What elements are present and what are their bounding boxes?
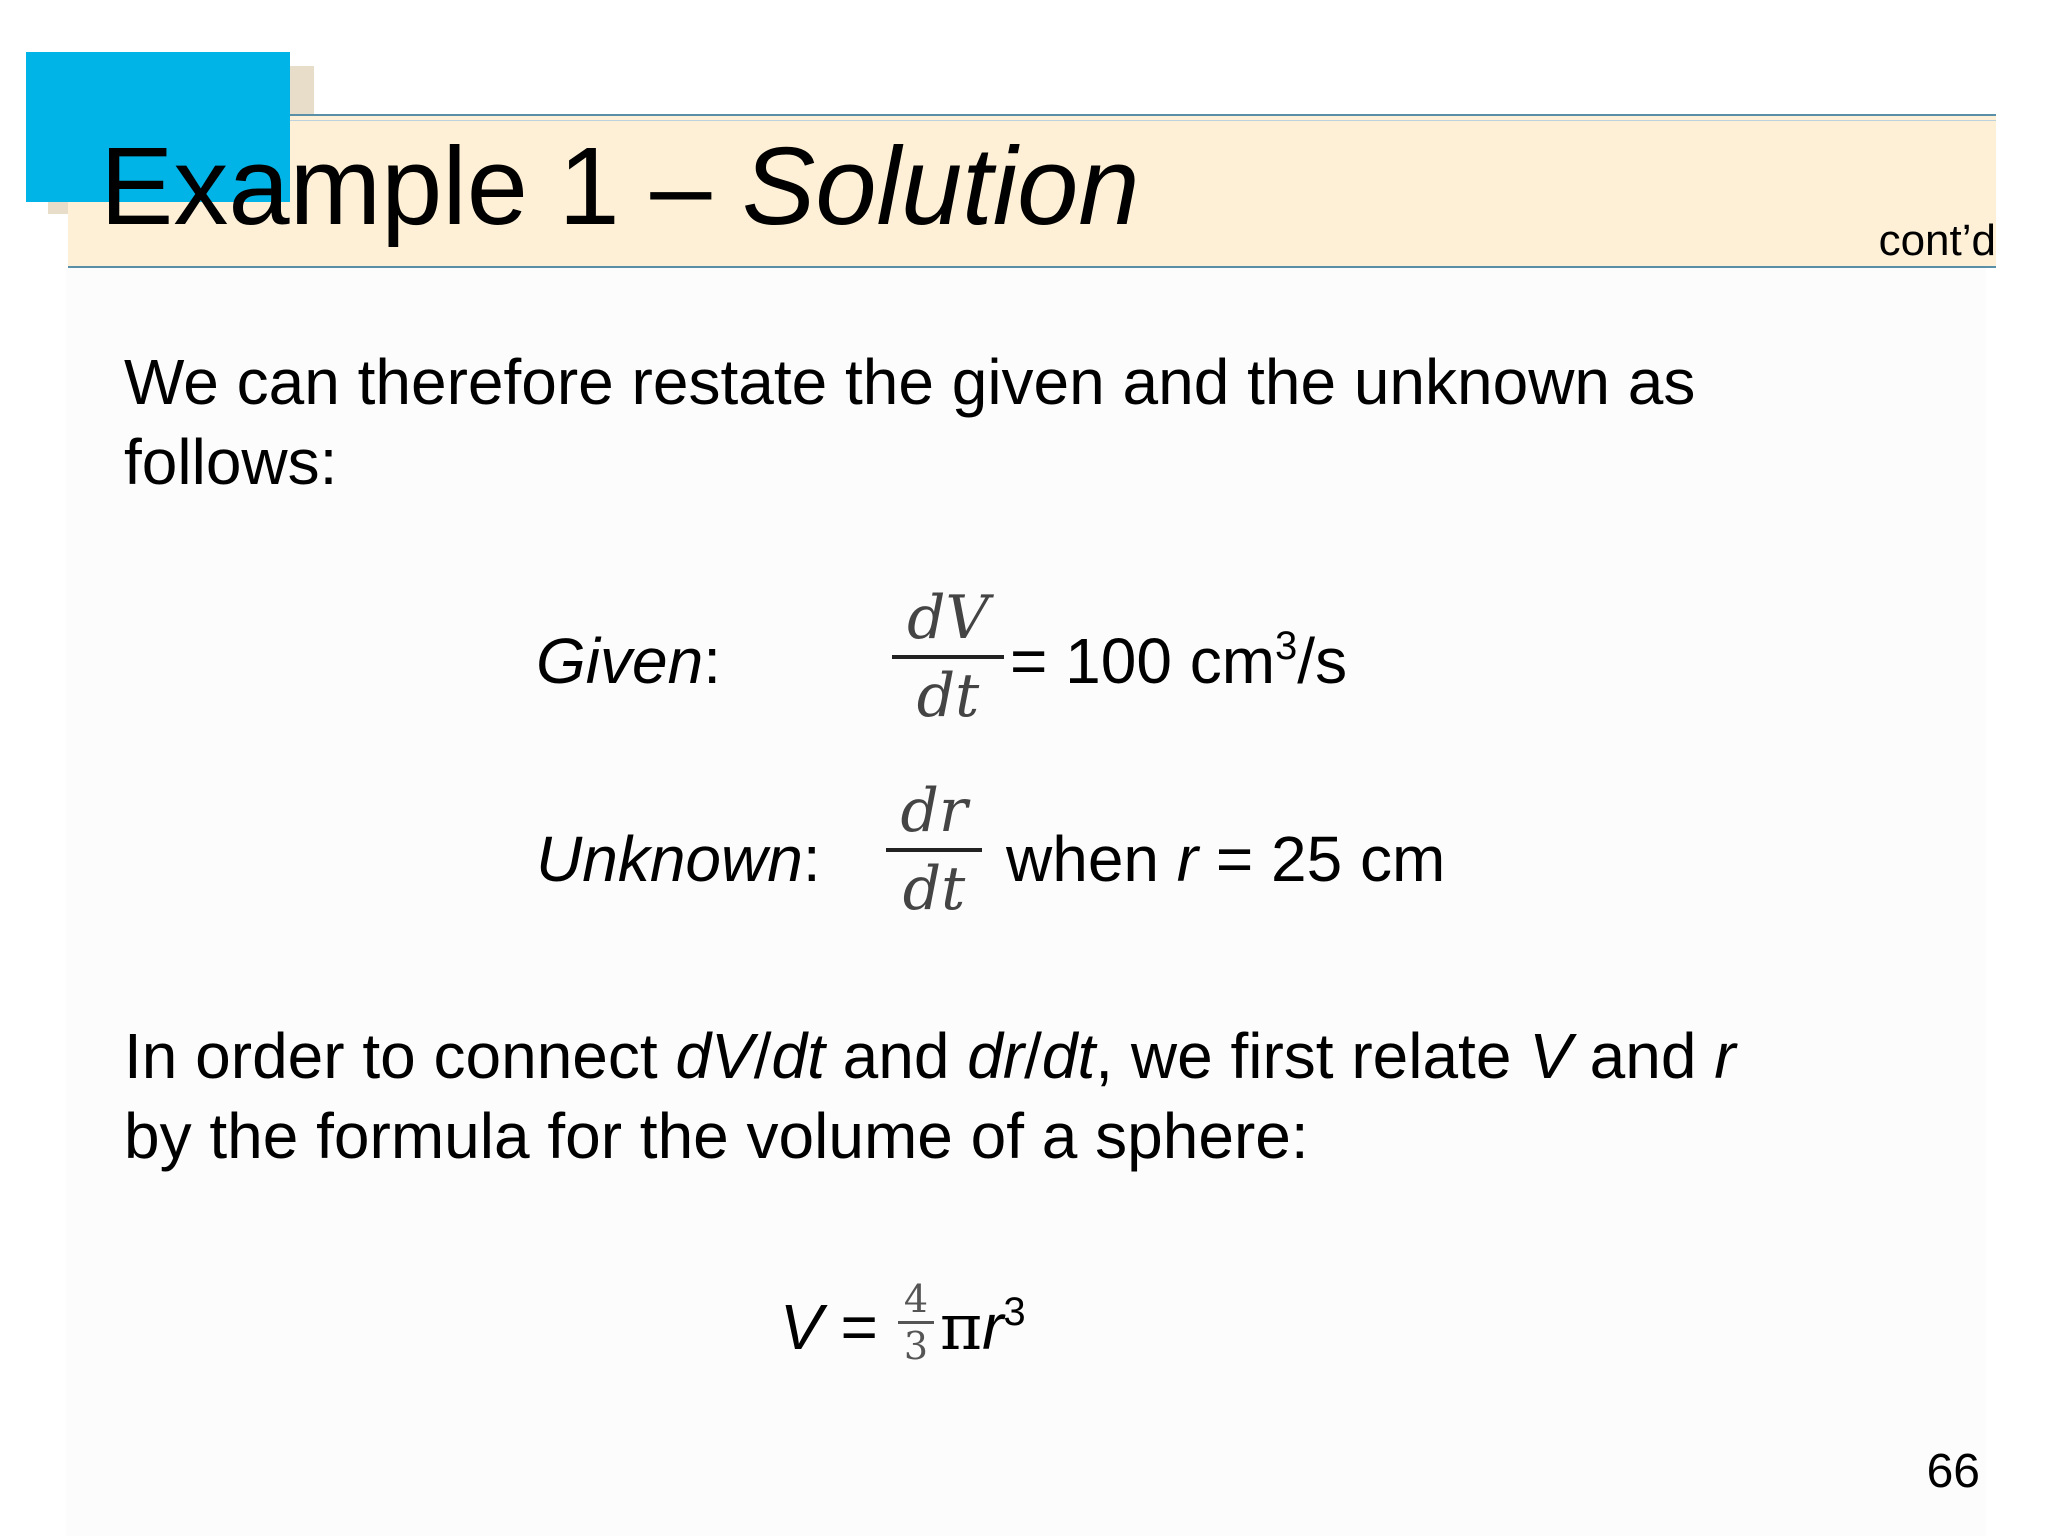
unknown-label-colon: : xyxy=(802,823,821,895)
given-equation xyxy=(1010,624,1347,698)
formula-pi: π xyxy=(940,1291,983,1365)
unknown-label xyxy=(536,822,821,896)
relation-var-v: V xyxy=(1529,1020,1572,1092)
formula-r: r xyxy=(982,1291,1004,1363)
given-fraction-bar xyxy=(892,655,1004,659)
relation-line-1 xyxy=(124,1016,1736,1096)
relation-text-c: , we first relate xyxy=(1095,1020,1530,1092)
slide-title xyxy=(100,122,1140,252)
intro-line-1: We can therefore restate the given and the unknown as xyxy=(124,346,1696,418)
slide-title-main: Example 1 – xyxy=(100,125,743,248)
unknown-fraction-numerator: dr xyxy=(900,776,968,846)
relation-dt-1: dt xyxy=(771,1020,825,1092)
formula-exponent: 3 xyxy=(1003,1290,1026,1334)
given-label-colon: : xyxy=(703,625,721,697)
page-number: 66 xyxy=(1926,1445,1980,1498)
continued-label: cont’d xyxy=(1878,216,1996,265)
given-eq-prefix: = 100 cm xyxy=(1010,625,1276,697)
volume-formula-rhs xyxy=(940,1290,1026,1365)
relation-text-a: In order to connect xyxy=(124,1020,676,1092)
relation-slash-2: / xyxy=(1024,1020,1042,1092)
relation-line-2: by the formula for the volume of a sphere: xyxy=(124,1100,1309,1172)
given-eq-exponent: 3 xyxy=(1275,624,1298,668)
given-fraction-numerator: dV xyxy=(907,583,989,653)
slide-title-italic: Solution xyxy=(742,125,1140,248)
intro-paragraph xyxy=(124,342,1695,502)
relation-dr: dr xyxy=(967,1020,1025,1092)
formula-fraction-numerator: 4 xyxy=(903,1277,929,1321)
relation-paragraph xyxy=(124,1016,1736,1176)
relation-text-d: and xyxy=(1571,1020,1715,1092)
unknown-text-a: when xyxy=(1006,823,1177,895)
given-label-text: Given xyxy=(536,625,704,697)
given-fraction-denominator: dt xyxy=(916,661,980,731)
unknown-text-b: = 25 cm xyxy=(1198,823,1446,895)
formula-equals: = xyxy=(822,1291,878,1363)
relation-text-b: and xyxy=(824,1020,968,1092)
given-eq-suffix: /s xyxy=(1297,625,1348,697)
given-fraction xyxy=(892,583,1004,731)
relation-var-r: r xyxy=(1714,1020,1736,1092)
unknown-label-text: Unknown xyxy=(536,823,803,895)
formula-fraction-denominator: 3 xyxy=(903,1324,929,1368)
given-label xyxy=(536,624,721,698)
intro-line-2: follows: xyxy=(124,426,338,498)
unknown-fraction-bar xyxy=(886,848,982,852)
relation-slash-1: / xyxy=(753,1020,772,1092)
title-band-line xyxy=(68,120,1996,121)
unknown-condition xyxy=(1006,822,1445,896)
formula-fraction xyxy=(898,1278,934,1367)
unknown-fraction-denominator: dt xyxy=(902,854,966,924)
unknown-fraction xyxy=(886,776,982,924)
relation-dt-2: dt xyxy=(1041,1020,1096,1092)
unknown-var: r xyxy=(1176,823,1199,895)
formula-v: V xyxy=(780,1291,823,1363)
relation-dv: dV xyxy=(675,1020,754,1092)
volume-formula-lhs xyxy=(780,1290,878,1364)
